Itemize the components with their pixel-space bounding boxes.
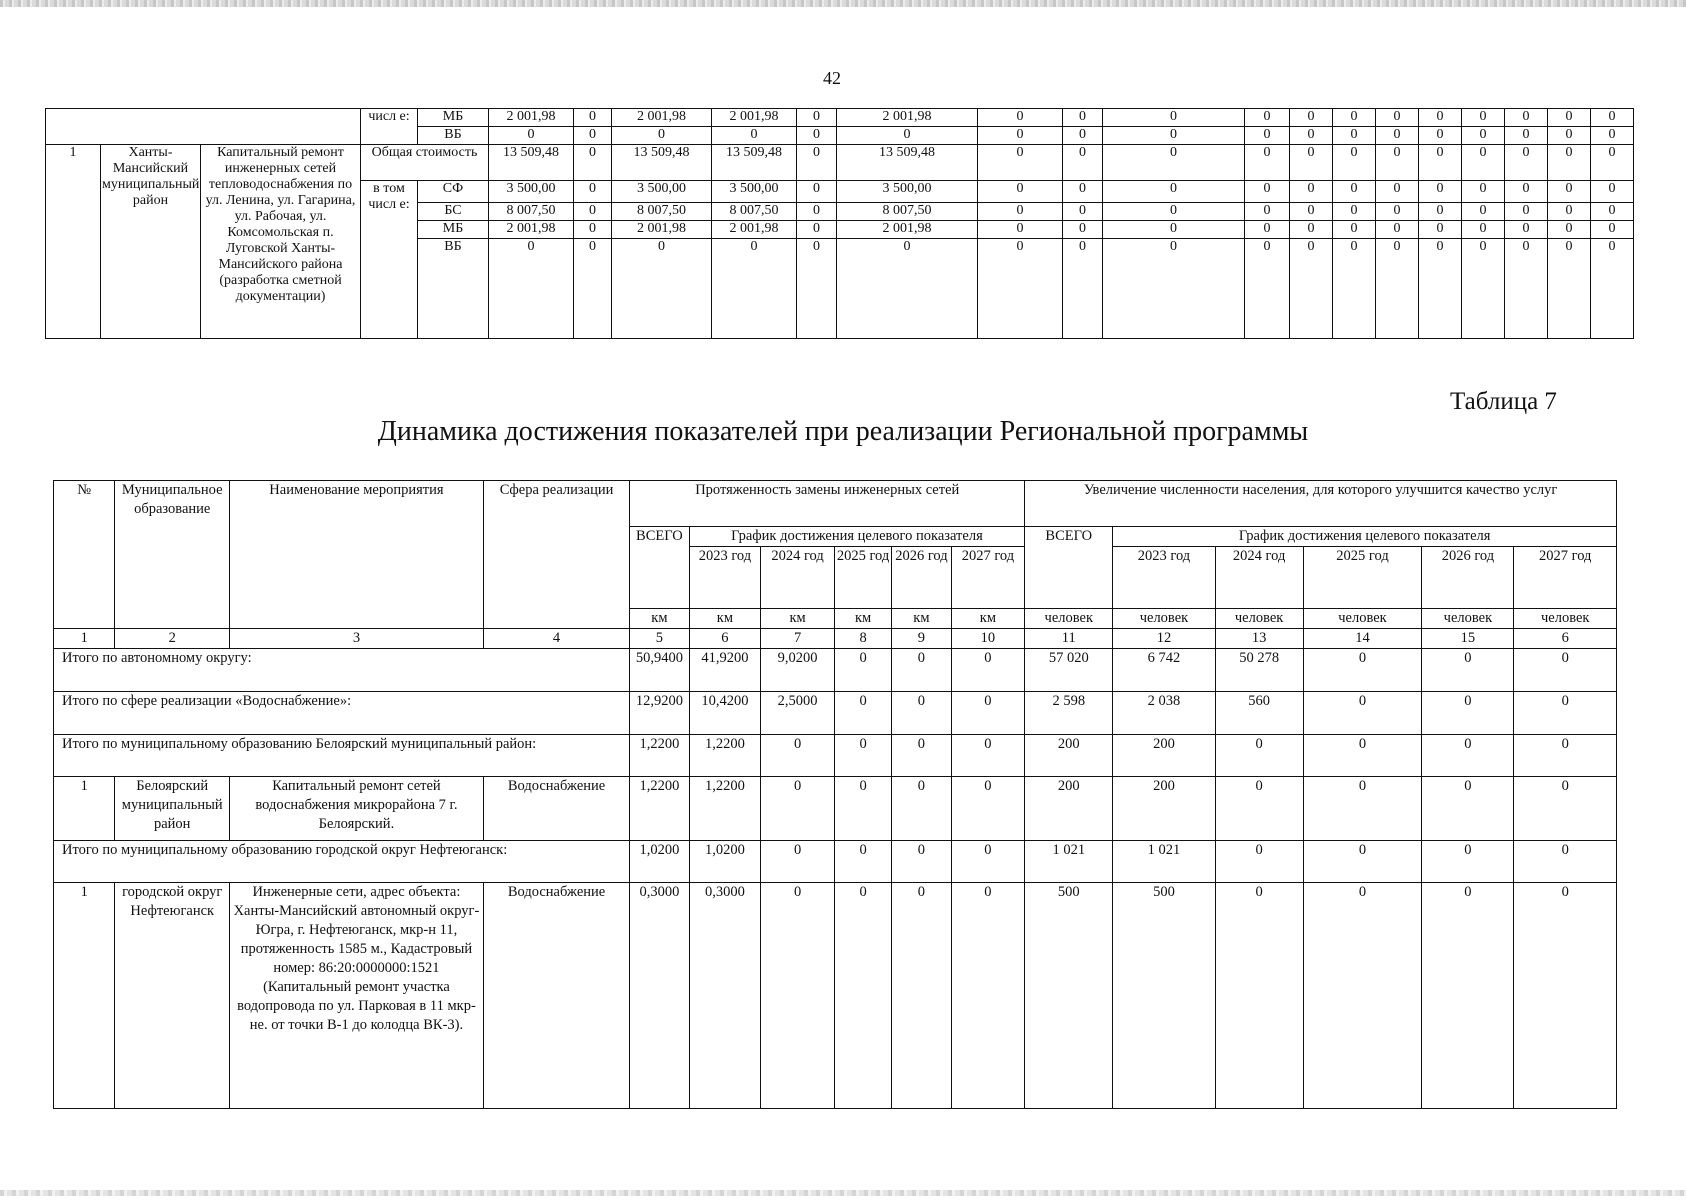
total-value: 0: [892, 649, 951, 692]
total-value: 0: [1514, 692, 1617, 735]
column-number: 14: [1303, 629, 1422, 649]
value-cell: 0: [1290, 145, 1333, 181]
value-cell: 0: [1548, 221, 1591, 239]
column-number: 6: [689, 629, 761, 649]
value-cell: 0: [612, 127, 712, 145]
value-cell: 0: [1591, 127, 1634, 145]
value-cell: 0: [1103, 109, 1245, 127]
value-cell: 0: [978, 127, 1063, 145]
value-cell: 0: [1290, 221, 1333, 239]
page-number: 42: [823, 68, 841, 88]
scan-edge-bottom: [0, 1190, 1686, 1196]
value-cell: 0: [797, 181, 837, 203]
column-number: 12: [1113, 629, 1215, 649]
total-value: 1 021: [1113, 841, 1215, 883]
value-cell: 0: [489, 239, 574, 339]
unit-km: км: [630, 609, 689, 629]
scan-edge-top: [0, 0, 1686, 7]
value-cell: 13 509,48: [837, 145, 978, 181]
value-cell: 0: [978, 239, 1063, 339]
value-cell: 0: [1103, 181, 1245, 203]
value-cell: 3 500,00: [712, 181, 797, 203]
value-cell: 0: [1376, 239, 1419, 339]
value-cell: 13 509,48: [612, 145, 712, 181]
total-value: 0: [834, 649, 891, 692]
table-title: Динамика достижения показателей при реализации Региональной программы: [377, 416, 1309, 447]
value-cell: 0: [1376, 145, 1419, 181]
value-cell: 0: [1505, 181, 1548, 203]
total-value: 0: [761, 841, 835, 883]
total-value: 0: [1422, 692, 1514, 735]
total-value: 0: [834, 735, 891, 777]
column-number: 1: [54, 629, 115, 649]
row-value: 0: [892, 883, 951, 1109]
value-cell: 0: [1333, 181, 1376, 203]
row-sphere: Водоснабжение: [483, 883, 629, 1109]
value-cell: 0: [1376, 109, 1419, 127]
row-value: 0: [1303, 883, 1422, 1109]
total-value: 0: [1422, 649, 1514, 692]
value-cell: 0: [1333, 203, 1376, 221]
value-cell: 0: [1548, 145, 1591, 181]
unit-km: км: [951, 609, 1025, 629]
row-value: 200: [1025, 777, 1113, 841]
funding-source: МБ: [418, 109, 489, 127]
value-cell: 0: [489, 127, 574, 145]
column-number: 8: [834, 629, 891, 649]
funding-source: ВБ: [418, 127, 489, 145]
total-value: 200: [1025, 735, 1113, 777]
value-cell: 0: [978, 109, 1063, 127]
value-cell: 0: [1548, 109, 1591, 127]
value-cell: 0: [1505, 109, 1548, 127]
value-cell: 0: [1333, 127, 1376, 145]
value-cell: 0: [574, 221, 612, 239]
header-sphere: Сфера реализации: [483, 481, 629, 629]
row-value: 0: [1303, 777, 1422, 841]
total-value: 10,4200: [689, 692, 761, 735]
header-municipality: Муниципальное образование: [115, 481, 230, 629]
value-cell: 0: [1290, 181, 1333, 203]
value-cell: 0: [1333, 239, 1376, 339]
value-cell: 0: [1548, 203, 1591, 221]
funding-source: МБ: [418, 221, 489, 239]
value-cell: 2 001,98: [837, 109, 978, 127]
table-label: Таблица 7: [1450, 388, 1557, 415]
total-value: 0: [834, 841, 891, 883]
total-value: 0: [1303, 649, 1422, 692]
total-value: 0: [892, 735, 951, 777]
value-cell: 0: [978, 181, 1063, 203]
total-value: 1,0200: [630, 841, 689, 883]
value-cell: 0: [1063, 127, 1103, 145]
value-cell: 0: [1591, 109, 1634, 127]
total-value: 560: [1215, 692, 1303, 735]
total-value: 0: [1215, 841, 1303, 883]
value-cell: 0: [574, 239, 612, 339]
total-value: 1,2200: [689, 735, 761, 777]
total-value: 0: [951, 692, 1025, 735]
value-cell: 3 500,00: [489, 181, 574, 203]
value-cell: 0: [1290, 203, 1333, 221]
value-cell: 0: [1591, 239, 1634, 339]
value-cell: 0: [1245, 221, 1290, 239]
value-cell: 0: [1063, 221, 1103, 239]
header-pop-year: 2027 год: [1514, 547, 1617, 609]
value-cell: 0: [1245, 145, 1290, 181]
row-value: 500: [1113, 883, 1215, 1109]
total-value: 0: [1514, 841, 1617, 883]
total-value: 0: [834, 692, 891, 735]
row-value: 0: [834, 777, 891, 841]
header-length-year: 2024 год: [761, 547, 835, 609]
value-cell: 0: [837, 239, 978, 339]
value-cell: 0: [1063, 181, 1103, 203]
value-cell: 0: [1103, 203, 1245, 221]
total-value: 0: [1514, 649, 1617, 692]
value-cell: 0: [1376, 203, 1419, 221]
total-value: 2,5000: [761, 692, 835, 735]
total-value: 41,9200: [689, 649, 761, 692]
row-value: 0: [761, 777, 835, 841]
funding-source: ВБ: [418, 239, 489, 339]
value-cell: 0: [837, 127, 978, 145]
value-cell: 0: [1245, 109, 1290, 127]
header-pop-year: 2025 год: [1303, 547, 1422, 609]
total-value: 0: [951, 735, 1025, 777]
value-cell: 0: [797, 109, 837, 127]
row-num: 1: [54, 883, 115, 1109]
unit-people: человек: [1514, 609, 1617, 629]
column-number: 4: [483, 629, 629, 649]
value-cell: 0: [712, 127, 797, 145]
header-length-total: ВСЕГО: [630, 527, 689, 609]
funding-source: СФ: [418, 181, 489, 203]
total-value: 0: [892, 841, 951, 883]
value-cell: 0: [712, 239, 797, 339]
value-cell: 0: [1591, 145, 1634, 181]
value-cell: 0: [574, 109, 612, 127]
row-value: 0: [951, 883, 1025, 1109]
header-pop-total: ВСЕГО: [1025, 527, 1113, 609]
row-value: 0: [892, 777, 951, 841]
value-cell: 0: [1548, 239, 1591, 339]
value-cell: 2 001,98: [612, 109, 712, 127]
total-value: 50,9400: [630, 649, 689, 692]
value-cell: 0: [1245, 239, 1290, 339]
row-value: 0: [1215, 777, 1303, 841]
total-value: 0: [1215, 735, 1303, 777]
continuation-table: [45, 108, 1634, 339]
value-cell: 0: [1103, 127, 1245, 145]
total-value: 0: [1422, 735, 1514, 777]
total-value: 0: [1422, 841, 1514, 883]
total-label: Итого по сфере реализации «Водоснабжение»:: [54, 692, 630, 735]
header-length-year: 2027 год: [951, 547, 1025, 609]
row-value: 0: [1422, 777, 1514, 841]
value-cell: 0: [574, 203, 612, 221]
value-cell: 0: [574, 145, 612, 181]
value-cell: 0: [1333, 221, 1376, 239]
row-value: 0: [1514, 883, 1617, 1109]
row-value: 1,2200: [630, 777, 689, 841]
value-cell: 0: [1419, 221, 1462, 239]
value-cell: 8 007,50: [837, 203, 978, 221]
value-cell: 0: [574, 127, 612, 145]
value-cell: 0: [1245, 203, 1290, 221]
column-number: 15: [1422, 629, 1514, 649]
value-cell: 0: [612, 239, 712, 339]
total-value: 0: [761, 735, 835, 777]
value-cell: 0: [1462, 181, 1505, 203]
total-value: 1 021: [1025, 841, 1113, 883]
value-cell: 2 001,98: [489, 109, 574, 127]
header-pop-year: 2026 год: [1422, 547, 1514, 609]
total-value: 0: [951, 841, 1025, 883]
value-cell: 0: [1591, 181, 1634, 203]
row-value: 0: [761, 883, 835, 1109]
total-label: Итого по муниципальному образованию Белоярский муниципальный район:: [54, 735, 630, 777]
value-cell: 0: [1290, 127, 1333, 145]
column-number: 10: [951, 629, 1025, 649]
value-cell: 0: [1462, 145, 1505, 181]
indicators-table: [53, 480, 1617, 1109]
funding-source: БС: [418, 203, 489, 221]
total-value: 9,0200: [761, 649, 835, 692]
total-value: 1,0200: [689, 841, 761, 883]
total-value: 6 742: [1113, 649, 1215, 692]
total-value: 0: [1303, 841, 1422, 883]
row-value: 0: [1422, 883, 1514, 1109]
total-value: 2 598: [1025, 692, 1113, 735]
value-cell: 0: [1290, 109, 1333, 127]
row-municipality: городской округ Нефтеюганск: [115, 883, 230, 1109]
total-value: 0: [892, 692, 951, 735]
value-cell: 2 001,98: [712, 109, 797, 127]
value-cell: 0: [1462, 109, 1505, 127]
unit-km: км: [761, 609, 835, 629]
value-cell: 0: [797, 203, 837, 221]
value-cell: 13 509,48: [489, 145, 574, 181]
value-cell: 0: [1462, 221, 1505, 239]
total-label: Итого по автономному округу:: [54, 649, 630, 692]
column-number: 5: [630, 629, 689, 649]
unit-people: человек: [1025, 609, 1113, 629]
total-value: 0: [1514, 735, 1617, 777]
record-event: Капитальный ремонт инженерных сетей тепловодоснабжения по ул. Ленина, ул. Гагарина, ул. Рабочая, ул. Комсомольская п. Луговской Ханты-Мансийского района (разработка сметной документации): [201, 145, 361, 339]
value-cell: 0: [797, 221, 837, 239]
record-municipality: Ханты-Мансийский муниципальный район: [101, 145, 201, 339]
unit-people: человек: [1422, 609, 1514, 629]
total-value: 0: [951, 649, 1025, 692]
total-value: 12,9200: [630, 692, 689, 735]
value-cell: 0: [1103, 221, 1245, 239]
value-cell: 0: [1419, 181, 1462, 203]
row-value: 0: [1514, 777, 1617, 841]
total-value: 0: [1303, 735, 1422, 777]
value-cell: 0: [1505, 127, 1548, 145]
value-cell: 2 001,98: [837, 221, 978, 239]
value-cell: 0: [1376, 181, 1419, 203]
column-number: 7: [761, 629, 835, 649]
value-cell: 0: [1505, 221, 1548, 239]
value-cell: 2 001,98: [612, 221, 712, 239]
value-cell: 0: [1462, 239, 1505, 339]
value-cell: 0: [978, 203, 1063, 221]
value-cell: 0: [1591, 203, 1634, 221]
value-cell: 0: [574, 181, 612, 203]
value-cell: 0: [978, 221, 1063, 239]
value-cell: 0: [797, 239, 837, 339]
row-value: 500: [1025, 883, 1113, 1109]
value-cell: 0: [1419, 203, 1462, 221]
record-num: 1: [46, 145, 101, 339]
value-cell: 0: [1063, 239, 1103, 339]
total-value: 50 278: [1215, 649, 1303, 692]
header-length-year: 2026 год: [892, 547, 951, 609]
value-cell: 13 509,48: [712, 145, 797, 181]
column-number: 9: [892, 629, 951, 649]
header-pop-year: 2023 год: [1113, 547, 1215, 609]
header-length-year: 2023 год: [689, 547, 761, 609]
value-cell: 0: [1419, 239, 1462, 339]
value-cell: 8 007,50: [489, 203, 574, 221]
value-cell: 0: [1376, 127, 1419, 145]
value-cell: 0: [1462, 203, 1505, 221]
total-label: Итого по муниципальному образованию городской округ Нефтеюганск:: [54, 841, 630, 883]
total-value: 57 020: [1025, 649, 1113, 692]
value-cell: 3 500,00: [612, 181, 712, 203]
value-cell: 0: [1548, 127, 1591, 145]
unit-km: км: [834, 609, 891, 629]
column-number: 11: [1025, 629, 1113, 649]
row-municipality: Белоярский муниципальный район: [115, 777, 230, 841]
value-cell: 0: [1505, 203, 1548, 221]
column-number: 6: [1514, 629, 1617, 649]
row-value: 0,3000: [630, 883, 689, 1109]
total-value: 0: [1303, 692, 1422, 735]
unit-people: человек: [1303, 609, 1422, 629]
row-num: 1: [54, 777, 115, 841]
header-event: Наименование мероприятия: [230, 481, 484, 629]
value-cell: 0: [797, 127, 837, 145]
value-cell: 0: [1245, 181, 1290, 203]
header-population-group: Увеличение численности населения, для которого улучшится качество услуг: [1025, 481, 1617, 527]
header-length-group: Протяженность замены инженерных сетей: [630, 481, 1025, 527]
value-cell: 0: [978, 145, 1063, 181]
value-cell: 0: [1505, 145, 1548, 181]
value-cell: 0: [1376, 221, 1419, 239]
value-cell: 0: [1419, 127, 1462, 145]
total-cost-label: Общая стоимость: [361, 145, 489, 181]
row-value: 0: [834, 883, 891, 1109]
unit-km: км: [892, 609, 951, 629]
total-value: 200: [1113, 735, 1215, 777]
header-pop-year: 2024 год: [1215, 547, 1303, 609]
unit-people: человек: [1113, 609, 1215, 629]
value-cell: 0: [1333, 145, 1376, 181]
value-cell: 2 001,98: [712, 221, 797, 239]
row-event: Инженерные сети, адрес объекта: Ханты-Мансийский автономный округ-Югра, г. Нефтеюганск, мкр-н 11, протяженность 1585 м., Кадастровый номер: 86:20:0000000:1521 (Капитальный ремонт участка водопровода по ул. Парковая в 11 мкр-не. от точки В-1 до колодца ВК-3).: [230, 883, 484, 1109]
value-cell: 8 007,50: [712, 203, 797, 221]
value-cell: 0: [1548, 181, 1591, 203]
value-cell: 0: [1063, 203, 1103, 221]
column-number: 13: [1215, 629, 1303, 649]
header-length-schedule: График достижения целевого показателя: [689, 527, 1025, 547]
value-cell: 8 007,50: [612, 203, 712, 221]
column-number: 2: [115, 629, 230, 649]
column-number: 3: [230, 629, 484, 649]
row-value: 0: [951, 777, 1025, 841]
header-length-year: 2025 год: [834, 547, 891, 609]
value-cell: 0: [1505, 239, 1548, 339]
value-cell: 3 500,00: [837, 181, 978, 203]
row-event: Капитальный ремонт сетей водоснабжения микрорайона 7 г. Белоярский.: [230, 777, 484, 841]
unit-km: км: [689, 609, 761, 629]
value-cell: 0: [1103, 239, 1245, 339]
value-cell: 0: [1419, 145, 1462, 181]
header-pop-schedule: График достижения целевого показателя: [1113, 527, 1617, 547]
value-cell: 2 001,98: [489, 221, 574, 239]
row-sphere: Водоснабжение: [483, 777, 629, 841]
value-cell: 0: [1462, 127, 1505, 145]
prev-record-cell: [46, 109, 361, 145]
row-value: 1,2200: [689, 777, 761, 841]
incl-label: числ е:: [361, 109, 418, 145]
row-value: 0,3000: [689, 883, 761, 1109]
value-cell: 0: [1290, 239, 1333, 339]
value-cell: 0: [1245, 127, 1290, 145]
row-value: 200: [1113, 777, 1215, 841]
value-cell: 0: [1333, 109, 1376, 127]
value-cell: 0: [797, 145, 837, 181]
total-value: 1,2200: [630, 735, 689, 777]
incl-label: в том числ е:: [361, 181, 418, 339]
value-cell: 0: [1591, 221, 1634, 239]
value-cell: 0: [1419, 109, 1462, 127]
total-value: 2 038: [1113, 692, 1215, 735]
value-cell: 0: [1103, 145, 1245, 181]
header-num: №: [54, 481, 115, 629]
row-value: 0: [1215, 883, 1303, 1109]
value-cell: 0: [1063, 109, 1103, 127]
value-cell: 0: [1063, 145, 1103, 181]
unit-people: человек: [1215, 609, 1303, 629]
